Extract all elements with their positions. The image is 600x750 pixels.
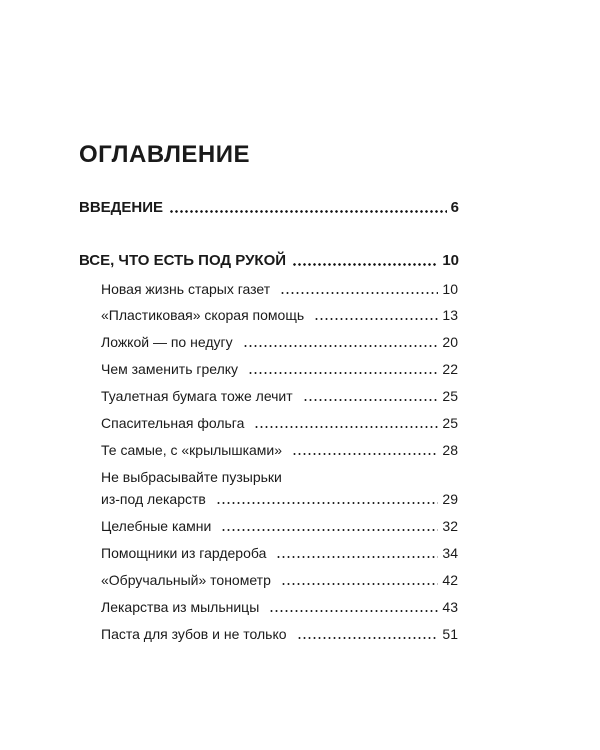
toc-page-number: 51 [442, 626, 458, 642]
toc-entry[interactable] [101, 625, 458, 643]
toc-entry-label: Туалетная бумага тоже лечит [101, 388, 293, 404]
toc-page-number: 13 [442, 307, 458, 323]
toc-entry[interactable] [101, 441, 458, 459]
toc-page-number: 29 [442, 491, 458, 507]
toc-page-number: 20 [442, 334, 458, 350]
dot-leader [292, 453, 438, 455]
dot-leader [276, 556, 438, 558]
toc-entry[interactable] [101, 387, 458, 405]
dot-leader [303, 399, 439, 401]
toc-entry[interactable] [101, 517, 458, 535]
toc-entry[interactable] [101, 544, 458, 562]
dot-leader [221, 529, 438, 531]
toc-entry-label: Те самые, с «крылышками» [101, 442, 283, 458]
toc-entry[interactable] [101, 306, 458, 324]
dot-leader [248, 372, 438, 374]
dot-leader [254, 426, 438, 428]
toc-entry[interactable] [101, 571, 458, 589]
toc-entry-label: «Обручальный» тонометр [101, 572, 271, 588]
dot-leader [297, 637, 439, 639]
toc-page-number: 25 [442, 388, 458, 404]
toc-entry-label: Ложкой — по недугу [101, 334, 233, 350]
toc-entry[interactable] [101, 360, 458, 378]
toc-page-number: 43 [442, 599, 458, 615]
toc-entry-label: Чем заменить грелку [101, 361, 239, 377]
dot-leader [243, 345, 439, 347]
toc-page-number: 32 [442, 518, 458, 534]
toc-entry-label: Помощники из гардероба [101, 545, 267, 561]
toc-page-number: 10 [442, 252, 459, 269]
toc-title: ОГЛАВЛЕНИЕ [79, 141, 251, 168]
toc-page-number: 28 [442, 442, 458, 458]
dot-leader [281, 583, 439, 585]
toc-entry-label: Спасительная фольга [101, 415, 245, 431]
toc-section-at-hand[interactable] [79, 252, 459, 270]
toc-entry-label: Лекарства из мыльницы [101, 599, 260, 615]
toc-page-number: 42 [442, 572, 458, 588]
toc-entry-label: Паста для зубов и не только [101, 626, 287, 642]
toc-entry[interactable] [101, 490, 458, 508]
toc-page-number: 22 [442, 361, 458, 377]
toc-page-number: 25 [442, 415, 458, 431]
toc-section-label: ВСЕ, ЧТО ЕСТЬ ПОД РУКОЙ [79, 252, 287, 269]
dot-leader [314, 318, 438, 320]
toc-entry[interactable] [101, 414, 458, 432]
toc-entry-label-line1[interactable]: Не выбрасывайте пузырьки [101, 469, 282, 485]
toc-page-number: 6 [450, 199, 459, 216]
toc-entry[interactable] [101, 598, 458, 616]
dot-leader [216, 502, 439, 504]
dot-leader [292, 263, 438, 266]
toc-section-introduction[interactable] [79, 199, 459, 217]
dot-leader [269, 610, 438, 612]
toc-entry[interactable] [101, 280, 458, 298]
toc-entry-label: из-под лекарств [101, 491, 206, 507]
toc-entry-label: Новая жизнь старых газет [101, 281, 271, 297]
dot-leader [169, 210, 447, 213]
dot-leader [280, 292, 438, 294]
toc-entry[interactable] [101, 333, 458, 351]
toc-section-label: ВВЕДЕНИЕ [79, 199, 163, 216]
toc-page-number: 10 [442, 281, 458, 297]
toc-entry-label: «Пластиковая» скорая помощь [101, 307, 305, 323]
toc-page-number: 34 [442, 545, 458, 561]
toc-entry-label: Целебные камни [101, 518, 212, 534]
